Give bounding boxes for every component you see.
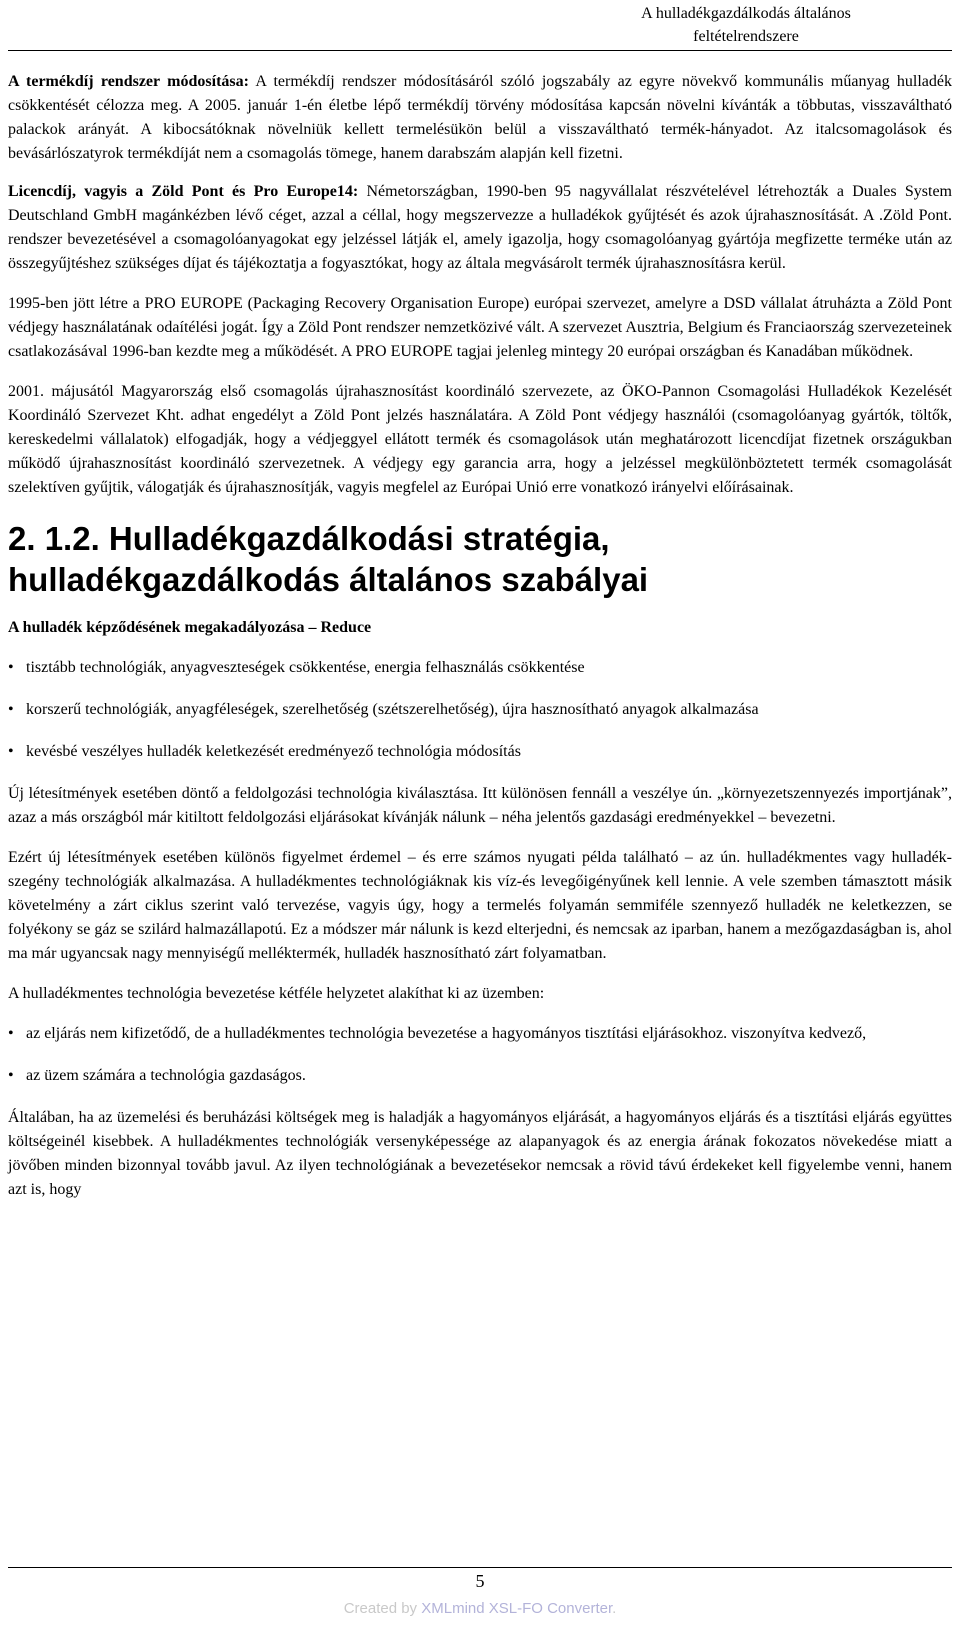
reduce-list — [8, 656, 952, 764]
paragraph-lead: A termékdíj rendszer módosítása: — [8, 73, 249, 90]
page-body — [8, 70, 952, 1216]
list-item — [8, 698, 952, 722]
section-heading-line1: 2. 1.2. Hulladékgazdálkodási stratégia, — [8, 520, 610, 557]
paragraph-oko-pannon: 2001. májusától Magyarország első csomagolás újrahasznosítást koordináló szervezete, az ÖKO-Pannon Csomagolási Hulladékok Kezelését Koordináló Szervezet Kht. adhat engedélyt a Zöld Pont jelzés használatára. A Zöld Pont védjegy használói (csomagolóanyag gyártók, töltők, kereskedelmi vállalatok) elfogadják, hogy a védjeggyel ellátott termék és csomagolások után meghatározott licencdíjat fizetnek országukban működő újrahasznosítást koordináló szervezetnek. A védjegy egy garancia arra, hogy a jelzéssel megkülönböztetett termék csomagolását szelektíven gyűjtik, válogatják és újrahasznosítják, vagyis megfelel az Európai Unió erre vonatkozó irányelvi előírásainak. — [8, 383, 952, 496]
header-divider — [8, 50, 952, 51]
bullet-icon: • — [8, 701, 14, 718]
paragraph-product-fee — [8, 70, 952, 166]
section-heading-line2: hulladékgazdálkodás általános szabályai — [8, 561, 649, 598]
list-item — [8, 656, 952, 680]
running-header — [546, 2, 946, 48]
credit-prefix: Created by — [343, 1600, 422, 1617]
list-item — [8, 1022, 952, 1046]
list-item-text: az eljárás nem kifizetődő, de a hulladékmentes technológia bevezetése a hagyományos tisztítási eljárásokhoz. viszonyítva kedvező, — [26, 1025, 867, 1042]
list-item-text: az üzem számára a technológia gazdaságos. — [26, 1067, 306, 1084]
bullet-icon: • — [8, 743, 14, 760]
paragraph-waste-free-tech: Ezért új létesítmények esetében különös figyelmet érdemel – és erre számos nyugati példa található – az ún. hulladékmentes vagy hulladék-szegény technológiák alkalmazása. A hulladékmentes technológiáknak kis víz-és levegőigényűnek kell lennie. A vele szemben támasztott másik követelmény a zárt ciklus szerint való tervezése, vagyis úgy, hogy a termelés folyamán semmiféle szennyező hulladék ne keletkezzen, se folyékony se gáz se szilárd halmazállapotú. Ez a módszer már nálunk is kezd elterjedni, és nemcsak az iparban, hanem a mezőgazdaságban is, ahol ma már ugyancsak nagy mennyiségű melléktermék, hulladék hasznosítható zárt folyamatban. — [8, 849, 952, 962]
paragraph-pro-europe: 1995-ben jött létre a PRO EUROPE (Packaging Recovery Organisation Europe) európai szervezet, amelyre a DSD vállalat átruházta a Zöld Pont védjegy használatának odaítélési jogát. Így a Zöld Pont rendszer nemzetközivé vált. A szervezet Ausztria, Belgium és Franciaország szervezeteinek csatlakozásával 1996-ban kezdte meg a működését. A PRO EUROPE tagjai jelenleg mintegy 20 európai országban és Kanadában működnek. — [8, 295, 952, 360]
paragraph-two-situations: A hulladékmentes technológia bevezetése kétféle helyzetet alakíthat ki az üzemben: — [8, 985, 545, 1002]
section-heading — [8, 518, 952, 600]
header-title-line1: A hulladékgazdálkodás általános — [641, 5, 851, 22]
paragraph-licence-fee — [8, 180, 952, 276]
list-item-text: korszerű technológiák, anyagféleségek, szerelhetőség (szétszerelhetőség), újra hasznosítható anyagok alkalmazása — [26, 701, 759, 718]
paragraph-lead: Licencdíj, vagyis a Zöld Pont és Pro Europe14: — [8, 183, 359, 200]
page-number: 5 — [475, 1571, 485, 1591]
bullet-icon: • — [8, 1067, 14, 1084]
header-title-line2: feltételrendszere — [693, 28, 799, 45]
credit-suffix: . — [612, 1600, 617, 1617]
list-item-text: tisztább technológiák, anyagveszteségek csökkentése, energia felhasználás csökkentése — [26, 659, 585, 676]
converter-credit — [0, 1598, 960, 1620]
list-item — [8, 740, 952, 764]
paragraph-text: Németországban, 1990-ben 95 nagyvállalat részvételével létrehozták a Duales System Deutschland GmbH magánkézben lévő céget, azzal a céllal, hogy megszervezze a hulladékok gyűjtését és azok újrahasznosítását. A .Zöld Pont. rendszer bevezetésével a csomagolóanyagokat egy jelzéssel látják el, amely igazolja, hogy csomagolóanyag gyártója megfizette terméke után az összegyűjtéshez szükséges díjat és tájékoztatja a fogyasztókat, hogy az általa megvásárolt termék újrahasznosításra kerül. — [8, 183, 953, 272]
list-item — [8, 1064, 952, 1088]
paragraph-costs: Általában, ha az üzemelési és beruházási költségek meg is haladják a hagyományos eljárását, a hagyományos eljárás és a tisztítási eljárás együttes költségeinél kisebbek. A hulladékmentes technológiák versenyképessége az alapanyagok és az energia árának fokozatos növekedése miatt a jövőben minden bizonnyal tovább javul. Az ilyen technológiának a bevezetésekor nemcsak a rövid távú érdekeket kell figyelembe venni, hanem azt is, hogy — [8, 1109, 952, 1198]
credit-brand: XMLmind XSL-FO Converter — [421, 1600, 613, 1617]
paragraph-text: A termékdíj rendszer módosításáról szóló jogszabály az egyre növekvő kommunális műanyag hulladék csökkentését célozza meg. A 2005. január 1-én életbe lépő termékdíj törvény módosítása kapcsán növelni kívánták a többutas, visszaváltható palackok arányát. A kibocsátóknak növelniük kellett termelésükön belül a visszaváltható termék-hányadot. Az italcsomagolások és bevásárlószatyrok termékdíját nem a csomagolás tömege, hanem darabszám alapján kell fizetni. — [8, 73, 953, 162]
bullet-icon: • — [8, 659, 14, 676]
subheading-reduce: A hulladék képződésének megakadályozása – Reduce — [8, 619, 372, 636]
paragraph-new-facilities: Új létesítmények esetében döntő a feldolgozási technológia kiválasztása. Itt különösen fennáll a veszélye ún. „környezetszennyezés importjának”, azaz a más országból már kitiltott feldolgozási eljárásokat kívánják nálunk – néha jelentős gazdasági eredményekkel – bevezetni. — [8, 785, 952, 826]
situations-list — [8, 1022, 952, 1088]
bullet-icon: • — [8, 1025, 14, 1042]
list-item-text: kevésbé veszélyes hulladék keletkezését eredményező technológia módosítás — [26, 743, 521, 760]
